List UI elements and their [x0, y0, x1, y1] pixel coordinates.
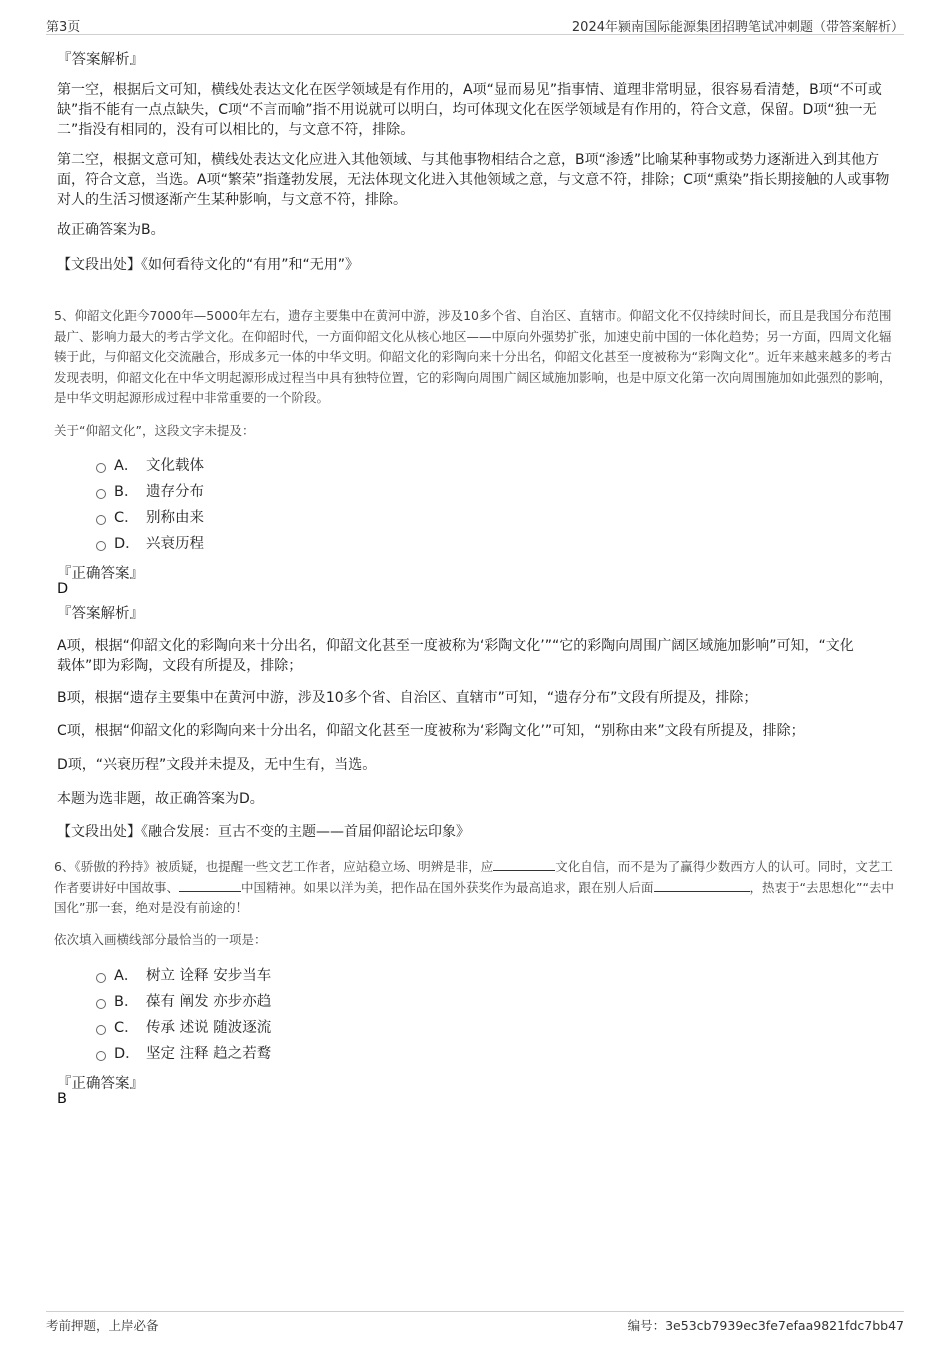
- q6-question: 依次填入画横线部分最恰当的一项是：: [54, 932, 267, 947]
- radio-icon[interactable]: [96, 515, 106, 525]
- q5-analysis-b: B项，根据“遗存主要集中在黄河中游，涉及10多个省、自治区、直辖市”可知，“遗存分布”文段有所提及，排除；: [57, 690, 758, 706]
- q5-question: 关于“仰韶文化”，这段文字未提及：: [54, 423, 255, 438]
- q4-analysis-p2: 第二空，根据文意可知，横线处表达文化应进入其他领域、与其他事物相结合之意，B项“渗透”比喻某种事物或势力逐渐进入到其他方面，符合文意，当选。A项“繁荣”指蓬勃发展，无法体现文化进入其他领域之意，与文意不符，排除；C项“熏染”指长期接触的人或事物对人的生活习惯逐渐产生某种影响，与文意不符，排除。: [57, 152, 890, 208]
- q6-option-b[interactable]: B． 葆有 阐发 亦步亦趋: [96, 991, 271, 1013]
- q5-analysis-c: C项，根据“仰韶文化的彩陶向来十分出名，仰韶文化甚至一度被称为‘彩陶文化’”可知，“别称由来”文段有所提及，排除；: [57, 723, 805, 739]
- q5-option-d[interactable]: D． 兴衰历程: [96, 533, 204, 555]
- q6-option-c[interactable]: C． 传承 述说 随波逐流: [96, 1017, 271, 1039]
- q5-correct-answer: D: [57, 581, 69, 597]
- q5-option-b[interactable]: B． 遗存分布: [96, 481, 204, 503]
- q5-stem: 5、仰韶文化距今7000年—5000年左右，遗存主要集中在黄河中游，涉及10多个省、自治区、直辖市。仰韶文化不仅持续时间长，而且是我国分布范围最广、影响力最大的考古学文化。在仰韶时代，一方面仰韶文化从核心地区——中原向外强势扩张，加速史前中国的一体化趋势；另一方面，四周文化辐辏于此，与仰韶文化交流融合，形成多元一体的中华文明。仰韶文化的彩陶向来十分出名，仰韶文化甚至一度被称为“彩陶文化”。近年来越来越多的考古发现表明，仰韶文化在中华文明起源形成过程当中具有独特位置，它的彩陶向周围广阔区域施加影响，也是中原文化第一次向周围施加如此强烈的影响，是中华文明起源形成过程中非常重要的一个阶段。: [54, 308, 892, 405]
- radio-icon[interactable]: [96, 489, 106, 499]
- page-footer: [46, 1311, 904, 1334]
- fill-blank-3: [654, 879, 750, 892]
- q5-correct-label: 『正确答案』: [57, 566, 144, 582]
- q5-option-c[interactable]: C． 别称由来: [96, 507, 204, 529]
- q6-correct-label: 『正确答案』: [57, 1076, 144, 1092]
- q4-analysis-label: 『答案解析』: [57, 52, 144, 68]
- fill-blank-2: [179, 879, 241, 892]
- q4-analysis-p1: 第一空，根据后文可知，横线处表达文化在医学领域是有作用的，A项“显而易见”指事情、道理非常明显，很容易看清楚，B项“不可或缺”指不能有一点点缺失，C项“不言而喻”指不用说就可以明白，均可体现文化在医学领域是有作用的，符合文意，保留。D项“独一无二”指没有相同的，没有可以相比的，与文意不符，排除。: [57, 82, 882, 138]
- page-header: [46, 14, 904, 35]
- q5-analysis-d: D项，“兴衰历程”文段并未提及，无中生有，当选。: [57, 757, 377, 773]
- q5-option-a[interactable]: A． 文化载体: [96, 455, 204, 477]
- radio-icon[interactable]: [96, 1025, 106, 1035]
- radio-icon[interactable]: [96, 463, 106, 473]
- q6-option-a[interactable]: A． 树立 诠释 安步当车: [96, 965, 271, 987]
- radio-icon[interactable]: [96, 541, 106, 551]
- q4-source: 【文段出处】《如何看待文化的“有用”和“无用”》: [57, 257, 360, 273]
- document-code: 编号：3e53cb7939ec3fe7efaa9821fdc7bb47: [627, 1318, 904, 1333]
- q5-analysis-a: A项，根据“仰韶文化的彩陶向来十分出名，仰韶文化甚至一度被称为‘彩陶文化’”“它的彩陶向周围广阔区域施加影响”可知，“文化载体”即为彩陶，文段有所提及，排除；: [57, 638, 854, 674]
- q5-analysis-label: 『答案解析』: [57, 606, 144, 622]
- radio-icon[interactable]: [96, 999, 106, 1009]
- q6-option-d[interactable]: D． 坚定 注释 趋之若鹜: [96, 1043, 271, 1065]
- q5-source: 【文段出处】《融合发展：亘古不变的主题——首届仰韶论坛印象》: [57, 824, 470, 840]
- q6-stem: 6、《骄傲的矜持》被质疑，也提醒一些文艺工作者，应站稳立场、明辨是非，应 文化自信，而不是为了赢得少数西方人的认可。同时，文艺工作者要讲好中国故事、 中国精神。如果以洋为美，把作品在国外获奖作为最高追求，跟在别人后面 ，热衷于“去思想化”“去中国化”那一套，绝对是没有前途的！: [54, 859, 894, 915]
- q5-conclusion: 本题为选非题，故正确答案为D。: [57, 791, 264, 807]
- q6-correct-answer: B: [57, 1091, 67, 1107]
- q4-conclusion: 故正确答案为B。: [57, 222, 165, 238]
- page-number: 第3页: [46, 20, 81, 35]
- radio-icon[interactable]: [96, 1051, 106, 1061]
- document-title: 2024年颍南国际能源集团招聘笔试冲刺题（带答案解析）: [571, 20, 904, 35]
- fill-blank-1: [493, 858, 555, 871]
- footer-slogan: 考前押题，上岸必备: [46, 1318, 159, 1333]
- radio-icon[interactable]: [96, 973, 106, 983]
